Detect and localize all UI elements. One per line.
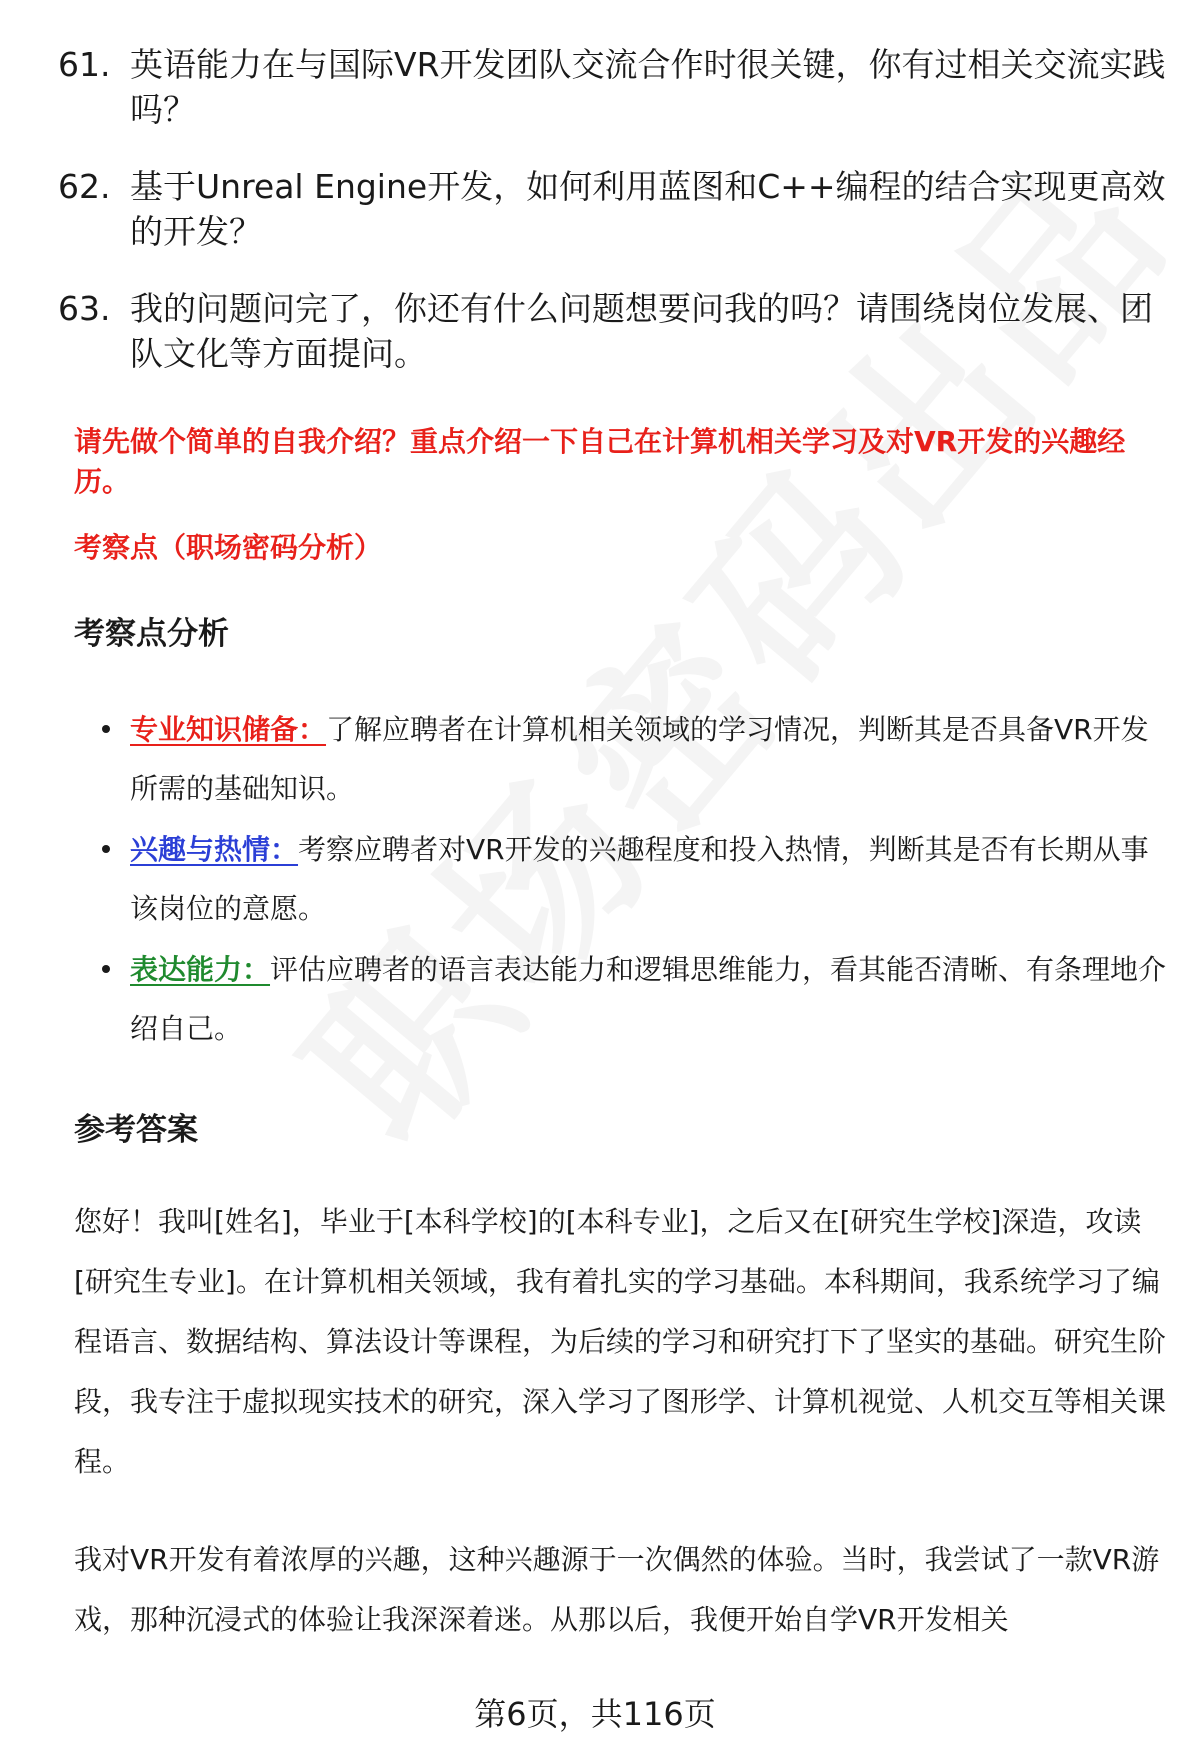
question-text: 我的问题问完了，你还有什么问题想要问我的吗？请围绕岗位发展、团队文化等方面提问。	[130, 289, 1153, 373]
question-text: 英语能力在与国际VR开发团队交流合作时很关键，你有过相关交流实践吗？	[130, 45, 1166, 129]
question-title: 请先做个简单的自我介绍？重点介绍一下自己在计算机相关学习及对VR开发的兴趣经历。	[74, 425, 1126, 498]
bullet-dot	[102, 845, 110, 853]
bullet-dot	[102, 725, 110, 733]
bullet-item	[100, 820, 1172, 938]
bullet-keyword: 专业知识储备：	[130, 713, 327, 746]
question-text: 基于Unreal Engine开发，如何利用蓝图和C++编程的结合实现更高效的开发？	[130, 167, 1166, 251]
bullet-text: 评估应聘者的语言表达能力和逻辑思维能力，看其能否清晰、有条理地介绍自己。	[130, 953, 1167, 1045]
bullet-keyword: 表达能力：	[130, 953, 271, 986]
bullet-dot	[102, 965, 110, 973]
answer-paragraph: 您好！我叫[姓名]，毕业于[本科学校]的[本科专业]，之后又在[研究生学校]深造，攻读[研究生专业]。在计算机相关领域，我有着扎实的学习基础。本科期间，我系统学习了编程语言、数据结构、算法设计等课程，为后续的学习和研究打下了坚实的基础。研究生阶段，我专注于虚拟现实技术的研究，深入学习了图形学、计算机视觉、人机交互等相关课程。	[74, 1205, 1167, 1478]
question-item	[58, 42, 1168, 132]
question-number: 62.	[58, 167, 111, 206]
question-item	[58, 286, 1168, 376]
answer-heading: 参考答案	[74, 1112, 198, 1148]
bullet-item	[100, 700, 1172, 818]
exam-point-label: 考察点（职场密码分析）	[74, 531, 383, 564]
bullet-text: 考察应聘者对VR开发的兴趣程度和投入热情，判断其是否有长期从事该岗位的意愿。	[130, 833, 1149, 925]
bullet-text: 了解应聘者在计算机相关领域的学习情况，判断其是否具备VR开发所需的基础知识。	[130, 713, 1149, 805]
page-footer: 第6页，共116页	[474, 1695, 716, 1733]
question-number: 61.	[58, 45, 111, 84]
bullet-keyword: 兴趣与热情：	[130, 833, 299, 866]
analysis-bullet-list	[100, 700, 1172, 1060]
question-item	[58, 164, 1168, 254]
analysis-heading: 考察点分析	[74, 616, 229, 652]
question-number: 63.	[58, 289, 111, 328]
answer-paragraph: 我对VR开发有着浓厚的兴趣，这种兴趣源于一次偶然的体验。当时，我尝试了一款VR游戏，那种沉浸式的体验让我深深着迷。从那以后，我便开始自学VR开发相关	[74, 1543, 1160, 1636]
question-list	[58, 42, 1168, 408]
bullet-item	[100, 940, 1172, 1058]
